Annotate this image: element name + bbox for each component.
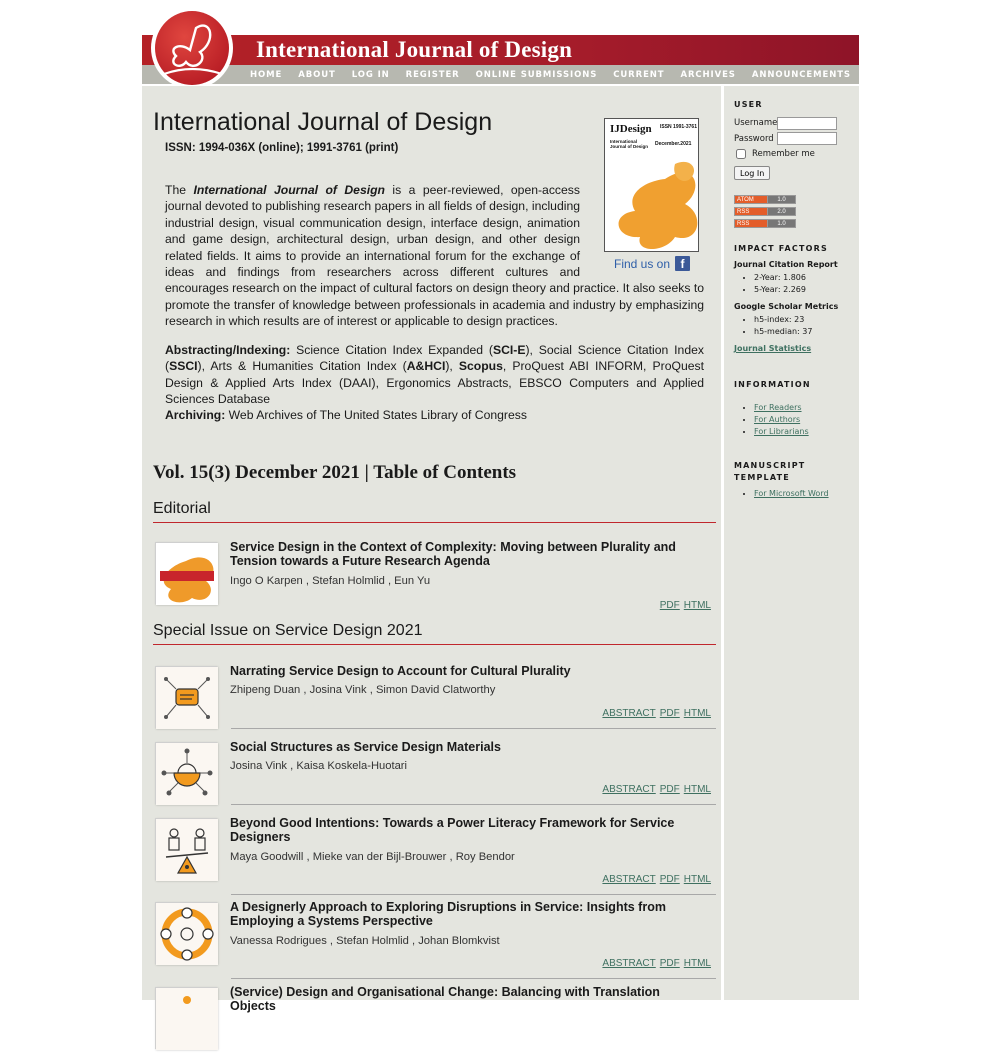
password-label: Password [734,134,774,144]
facebook-icon: f [675,256,690,271]
rss2-feed-button[interactable]: RSS 2.0 [734,207,796,216]
article-title[interactable]: A Designerly Approach to Exploring Disruptions in Service: Insights from Employing a Systems Perspective [230,900,666,928]
abstract-link[interactable]: ABSTRACT [602,958,656,969]
article-title[interactable]: Service Design in the Context of Complexity: Moving between Plurality and Tension towards a Future Research Agenda [230,540,676,568]
article-thumbnail[interactable] [155,902,217,964]
toc-heading: Vol. 15(3) December 2021 | Table of Contents [153,462,517,483]
cover-date: December.2021 [655,141,692,147]
remember-me-row [736,149,815,159]
article-title[interactable]: Social Structures as Service Design Materials [230,740,501,754]
nav-about[interactable]: ABOUT [298,69,336,80]
article-title[interactable]: (Service) Design and Organisational Change: Balancing with Translation Objects [230,985,660,1013]
nav-home[interactable]: HOME [250,69,283,80]
html-link[interactable]: HTML [683,874,711,885]
article-title[interactable]: Narrating Service Design to Account for Cultural Plurality [230,664,571,678]
h5-index: • h5-index: 23 [754,314,812,326]
jcr-5year: • 5-Year: 2.269 [754,284,806,296]
article-authors: Josina Vink , Kaisa Koskela-Huotari [230,760,408,772]
information-heading: INFORMATION [734,380,811,389]
jcr-2year: • 2-Year: 1.806 [754,272,806,284]
section-heading-special-issue: Special Issue on Service Design 2021 [153,622,716,645]
article-divider [231,728,716,729]
pdf-link[interactable]: PDF [659,784,680,795]
template-list [742,488,829,500]
pdf-link[interactable]: PDF [659,874,680,885]
journal-description: The International Journal of Design is a peer-reviewed, open-access journal devoted to publishing research papers in all fields of design, including industrial design, visual communication design, interface design, animation and game design, architectural design, urban design, and other design related fields. It aims to provide an international forum for the exchange of ideas and findings from researchers across different cultures and encourages research on the impact of cultural factors on design theory and practice. It also seeks to promote the transfer of knowledge between professionals in academia and industry by emphasizing research in which results are of interest or applicable to design practices. [165,183,704,329]
article-links [660,600,711,611]
h5-median: • h5-median: 37 [754,326,812,338]
page-title: International Journal of Design [153,108,493,136]
article-thumbnail[interactable] [155,818,217,880]
for-authors-link[interactable]: For Authors [754,415,801,424]
nav-current[interactable]: CURRENT [613,69,665,80]
article-divider [231,894,716,895]
nav-announcements[interactable]: ANNOUNCEMENTS [751,69,851,80]
article-authors: Zhipeng Duan , Josina Vink , Simon David Clatworthy [230,684,496,696]
html-link[interactable]: HTML [683,708,711,719]
atom-feed-button[interactable]: ATOM 1.0 [734,195,796,204]
article-links [602,708,711,719]
nav-register[interactable]: REGISTER [405,69,460,80]
article-divider [231,804,716,805]
article-thumbnail[interactable] [155,666,217,728]
article-authors: Maya Goodwill , Mieke van der Bijl-Brouwer , Roy Bendor [230,851,515,863]
manuscript-template-heading: MANUSCRIPT TEMPLATE [734,461,806,482]
find-us-label: Find us on [614,256,671,271]
for-readers-link[interactable]: For Readers [754,403,802,412]
site-header [142,0,859,84]
cover-title: IJDesign [610,123,652,135]
section-heading-editorial: Editorial [153,500,716,523]
cover-issn: ISSN 1991-3761 [660,124,697,130]
main-content [142,86,721,1013]
password-input[interactable] [777,132,837,145]
article-divider [231,978,716,979]
article-authors: Vanessa Rodrigues , Stefan Holmlid , Johan Blomkvist [230,935,500,947]
impact-factors-heading: IMPACT FACTORS [734,244,828,253]
cover-subtitle: International Journal of Design [610,139,649,149]
jcr-list [742,272,806,296]
indexing-info: Abstracting/Indexing: Science Citation Index Expanded (SCI-E), Social Science Citation Index (SSCI), Arts & Humanities Citation Index (A&HCI), Scopus, ProQuest ABI INFORM, ProQuest Design & Applied Arts Index (DAAI), Ergonomics Abstracts, EBSCO Computers and Applied Sciences Database [165,343,704,407]
article-title[interactable]: Beyond Good Intentions: Towards a Power Literacy Framework for Service Designers [230,816,675,844]
sidebar [724,86,859,1000]
article-links [602,874,711,885]
indexing-label: Abstracting/Indexing: [165,343,291,357]
article-authors: Ingo O Karpen , Stefan Holmlid , Eun Yu [230,575,431,587]
html-link[interactable]: HTML [683,600,711,611]
username-label: Username [734,118,778,128]
pdf-link[interactable]: PDF [659,600,680,611]
nav-online-submissions[interactable]: ONLINE SUBMISSIONS [475,69,598,80]
username-input[interactable] [777,117,837,130]
butterfly-logo-icon[interactable] [150,8,236,84]
abstract-link[interactable]: ABSTRACT [602,784,656,795]
article-thumbnail[interactable] [155,742,217,804]
abstract-link[interactable]: ABSTRACT [602,708,656,719]
microsoft-word-template-link[interactable]: For Microsoft Word [754,489,829,498]
nav-archives[interactable]: ARCHIVES [680,69,736,80]
main-nav [250,65,867,84]
article-thumbnail[interactable] [155,542,217,604]
google-scholar-label: Google Scholar Metrics [734,302,839,311]
pdf-link[interactable]: PDF [659,708,680,719]
html-link[interactable]: HTML [683,784,711,795]
rss1-feed-button[interactable]: RSS 1.0 [734,219,796,228]
article-links [602,784,711,795]
user-heading: USER [734,100,763,109]
pdf-link[interactable]: PDF [659,958,680,969]
article-thumbnail[interactable] [155,987,217,1049]
for-librarians-link[interactable]: For Librarians [754,427,809,436]
article-links [602,958,711,969]
information-list [742,402,809,438]
journal-name-emphasis: International Journal of Design [193,183,385,197]
site-title[interactable]: International Journal of Design [256,37,573,62]
remember-me-label: Remember me [752,149,815,159]
abstract-link[interactable]: ABSTRACT [602,874,656,885]
remember-me-checkbox[interactable] [736,149,746,159]
jcr-label: Journal Citation Report [734,260,838,269]
html-link[interactable]: HTML [683,958,711,969]
archiving-info: Archiving: Web Archives of The United States Library of Congress [165,408,527,422]
journal-statistics-link[interactable]: Journal Statistics [734,344,812,353]
archiving-label: Archiving: [165,408,226,422]
google-scholar-list [742,314,812,338]
issn-line: ISSN: 1994-036X (online); 1991-3761 (print) [165,142,399,154]
login-button[interactable]: Log In [734,166,770,180]
nav-login[interactable]: LOG IN [351,69,390,80]
